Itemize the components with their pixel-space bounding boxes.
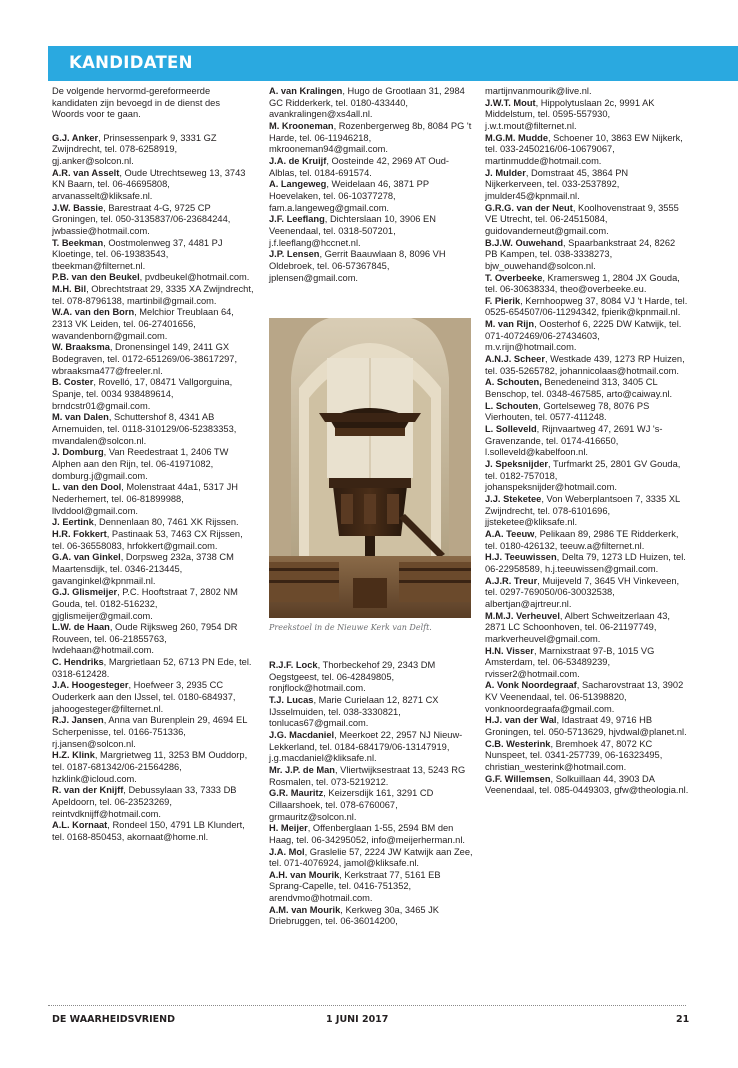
candidate-details: , Marie Curielaan 12, 8271 CX IJsselmuiden, tel. 038-3330821, tonlucas67@gmail.com. (269, 694, 439, 729)
candidate-name: J. Domburg (52, 447, 104, 458)
candidate-entry (485, 715, 690, 738)
candidate-entry (52, 342, 254, 377)
candidate-name: W. Braaksma (52, 342, 110, 353)
candidate-entry (485, 739, 690, 774)
candidate-entry (52, 715, 254, 750)
candidate-entry (269, 765, 474, 788)
candidate-details: , Idastraat 49, 9716 HB Groningen, tel. 050-5713629, hjvdwal@planet.nl. (485, 715, 687, 738)
candidate-name: A.R. van Asselt (52, 167, 120, 178)
candidate-name: C.B. Westerink (485, 738, 551, 749)
candidate-details: , Sacharovstraat 13, 3902 KV Veenendaal, tel. 06-51398820, vonknoordegraafa@gmail.com. (485, 680, 684, 714)
candidate-name: A.H. van Mourik (269, 869, 340, 880)
candidate-name: A. van Kralingen (269, 86, 343, 96)
candidate-entry (52, 133, 254, 168)
column-2 (269, 86, 474, 284)
candidate-entry (52, 307, 254, 342)
candidate-name: T. Overbeeke (485, 272, 543, 283)
candidate-entry (485, 86, 690, 98)
candidate-name: M. van Dalen (52, 412, 109, 423)
candidate-entry (269, 86, 474, 121)
candidate-name: Mr. J.P. de Man (269, 764, 335, 775)
candidate-entry (485, 401, 690, 424)
candidate-name: G.R. Mauritz (269, 788, 324, 799)
candidate-name: J.A. Mol (269, 846, 305, 857)
candidate-details: , Melchior Treublaan 64, 2313 VK Leiden, tel. 06-27401656, wavandenborn@gmail.com. (52, 307, 234, 341)
candidate-details: , Schuttershof 8, 4341 AB Arnemuiden, tel. 0118-310129/06-52383353, mvandalen@solcon.nl. (52, 412, 237, 446)
candidate-details: , pvdbeukel@hotmail.com. (139, 272, 250, 283)
candidate-name: G.F. Willemsen (485, 773, 551, 784)
candidate-details: , Debussylaan 33, 7333 DB Apeldoorn, tel. 06-23523269, reintvdknijff@hotmail.com. (52, 785, 237, 819)
candidate-entry (485, 552, 690, 575)
candidate-details: , Vliertwijksestraat 13, 5243 RG Rosmalen, tel. 073-5219212. (269, 764, 466, 787)
candidate-details: , Gortelseweg 78, 8076 PS Vierhouten, tel. 0577-411248. (485, 400, 650, 423)
candidate-details: , Barestraat 4-G, 9725 CP Groningen, tel. 050-3135837/06-23684244, jwbassie@hotmail.com. (52, 202, 231, 236)
candidate-details: , Turfmarkt 25, 2801 GV Gouda, tel. 0182-757018, johanspeksnijder@hotmail.com. (485, 459, 681, 493)
candidate-entry (269, 249, 474, 284)
candidate-name: J.W. Bassie (52, 202, 104, 213)
candidate-details: , Spaarbankstraat 24, 8262 PB Kampen, tel. 038-3338273, bjw_ouwehand@solcon.nl. (485, 237, 676, 271)
candidate-details: , Domstraat 45, 3864 PN Nijkerkerveen, tel. 033-2537892, jmulder45@kpnmail.nl. (485, 167, 629, 201)
candidate-details: , Rovelló, 17, 08471 Vallgorguina, Spanje, tel. 0034 938489614, brndcstr01@gmail.com. (52, 377, 233, 411)
candidate-name: G.R.G. van der Neut (485, 202, 573, 213)
candidate-name: R. van der Knijff (52, 785, 124, 796)
candidate-list-2 (269, 86, 474, 284)
candidate-entry (52, 750, 254, 785)
candidate-entry (485, 203, 690, 238)
candidate-details: martijnvanmourik@live.nl. (485, 86, 592, 96)
candidate-entry (52, 482, 254, 517)
candidate-entry (52, 552, 254, 587)
candidate-entry (52, 680, 254, 715)
candidate-name: A. Langeweg (269, 179, 327, 190)
photo-caption: Preekstoel in de Nieuwe Kerk van Delft. (269, 623, 432, 632)
candidate-name: W.A. van den Born (52, 307, 135, 318)
candidate-name: H. Meijer (269, 823, 308, 834)
candidate-name: J. Eertink (52, 517, 94, 528)
candidate-name: L. Solleveld (485, 424, 537, 435)
candidate-details: , Meerkoet 22, 2957 NJ Nieuw-Lekkerland, tel. 0184-684179/06-13147919, j.g.macdaniel@kliksafe.nl. (269, 729, 463, 764)
candidate-name: A.M. van Mourik (269, 904, 341, 915)
column-1 (52, 86, 254, 844)
candidate-name: J.G. Macdaniel (269, 729, 335, 740)
candidate-details: , Pastinaak 53, 7463 CX Rijssen, tel. 06-36558083, hrfokkert@gmail.com. (52, 528, 243, 551)
candidate-entry (52, 447, 254, 482)
candidate-details: , Hoefweer 3, 2935 CC Ouderkerk aan den IJssel, tel. 0180-684937, jahoogesteger@filternet.nl. (52, 680, 236, 714)
candidate-details: , Albert Schweitzerlaan 43, 2871 LC Schoonhoven, tel. 06-21197749, markverheuvel@gmail.com. (485, 610, 670, 644)
candidate-name: B.J.W. Ouwehand (485, 237, 563, 248)
candidate-name: R.J. Jansen (52, 715, 104, 726)
candidate-list-2b (269, 660, 474, 928)
candidate-entry (485, 494, 690, 529)
candidate-entry (52, 238, 254, 273)
section-title: KANDIDATEN (69, 53, 193, 72)
candidate-name: A.A. Teeuw (485, 528, 535, 539)
candidate-entry (485, 646, 690, 681)
candidate-entry (269, 870, 474, 905)
candidate-details: , Obrechtstraat 29, 3335 XA Zwijndrecht, tel. 078-8796138, martinbil@gmail.com. (52, 284, 254, 306)
column-3 (485, 86, 690, 797)
candidate-entry (485, 611, 690, 646)
candidate-name: J.P. Lensen (269, 249, 320, 260)
candidate-name: A. Vonk Noordegraaf (485, 680, 577, 691)
footer-page-number: 21 (676, 1014, 690, 1025)
candidate-details: , Graslelie 57, 2224 JW Katwijk aan Zee, tel. 071-4076924, jamol@kliksafe.nl. (269, 846, 473, 869)
candidate-name: A. Schouten, (485, 377, 542, 388)
candidate-name: P.B. van den Beukel (52, 272, 140, 283)
candidate-entry (52, 529, 254, 552)
candidate-name: A.L. Kornaat (52, 820, 108, 831)
candidate-name: J.A. de Kruijf (269, 155, 327, 166)
candidate-details: , Kerkweg 30a, 3465 JK Driebruggen, tel. 06-36014200, (269, 904, 440, 927)
candidate-details: , Weidelaan 46, 3871 PP Hoevelaken, tel. 06-10377278, fam.a.langeweg@gmail.com. (269, 179, 429, 213)
candidate-entry (269, 823, 474, 846)
candidate-entry (269, 179, 474, 214)
candidate-details: , Solkuillaan 44, 3903 DA Veenendaal, tel. 085-0449303, gfw@theologia.nl. (485, 773, 689, 796)
candidate-entry (485, 238, 690, 273)
candidate-entry (269, 695, 474, 730)
candidate-entry (485, 296, 690, 319)
footer-date: 1 JUNI 2017 (326, 1014, 389, 1025)
candidate-entry (52, 820, 254, 843)
candidate-entry (52, 272, 254, 284)
candidate-entry (52, 168, 254, 203)
candidate-name: C. Hendriks (52, 657, 104, 668)
candidate-details: , Rozenbergerweg 8b, 8084 PG 't Harde, tel. 06-11946218, mkrooneman94@gmail.com. (269, 120, 472, 155)
candidate-name: A.J.R. Treur (485, 575, 538, 586)
candidate-entry (52, 517, 254, 529)
candidate-list-1 (52, 133, 254, 844)
candidate-entry (485, 424, 690, 459)
candidate-details: , Schoener 10, 3863 EW Nijkerk, tel. 033-2450216/06-10679067, martinmudde@hotmail.com. (485, 132, 683, 166)
candidate-name: L.W. de Haan (52, 622, 110, 633)
candidate-name: F. Pierik (485, 295, 521, 306)
candidate-entry (269, 905, 474, 928)
candidate-details: , Oude Utrechtseweg 13, 3743 KN Baarn, tel. 06-46695808, arvanasselt@kliksafe.nl. (52, 167, 246, 201)
candidate-name: R.J.F. Lock (269, 660, 318, 670)
candidate-entry (485, 133, 690, 168)
candidate-entry (269, 660, 474, 695)
candidate-name: J.F. Leeflang (269, 214, 325, 225)
intro-text: De volgende hervormd-gereformeerde kandidaten zijn bevoegd in de dienst des Woords voor te gaan. (52, 86, 220, 120)
candidate-name: M.M.J. Verheuvel (485, 610, 560, 621)
candidate-entry (485, 529, 690, 552)
candidate-name: J. Speksnijder (485, 459, 549, 469)
candidate-name: J.J. Steketee (485, 493, 542, 504)
candidate-name: B. Coster (52, 377, 94, 388)
candidate-details: , Thorbeckehof 29, 2343 DM Oegstgeest, tel. 06-42849805, ronjflock@hotmail.com. (269, 660, 436, 694)
candidate-details: Benedeneind 313, 3405 CL Benschop, tel. 0348-467585, arto@caiway.nl. (485, 377, 673, 400)
candidate-entry (52, 657, 254, 680)
candidate-name: L. Schouten (485, 400, 539, 411)
column-2-lower (269, 660, 474, 928)
candidate-details: , Von Weberplantsoen 7, 3335 XL Zwijndrecht, tel. 078-6101696, jjsteketee@kliksafe.nl. (485, 493, 680, 528)
candidate-name: G.J. Anker (52, 132, 99, 143)
candidate-name: M.G.M. Mudde (485, 132, 549, 143)
candidate-entry (52, 203, 254, 238)
candidate-entry (52, 785, 254, 820)
candidate-details: , Dennenlaan 80, 7461 XK Rijssen. (93, 517, 239, 528)
candidate-details: , Margrietlaan 52, 6713 PN Ede, tel. 0318-612428. (52, 657, 252, 679)
candidate-entry (52, 412, 254, 447)
section-header-bar (48, 46, 738, 81)
candidate-entry (52, 284, 254, 307)
candidate-details: , Offenberglaan 1-55, 2594 BM den Haag, tel. 06-34295052, info@meijerherman.nl. (269, 823, 466, 845)
candidate-details: , Bremhoek 47, 8072 KC Nunspeet, tel. 0341-257739, 06-16323495, christian_westerink@hotmail.com. (485, 738, 663, 773)
candidate-name: G.A. van Ginkel (52, 552, 121, 563)
candidate-name: H.J. van der Wal (485, 715, 557, 726)
candidate-details: , Kernhoopweg 37, 8084 VJ 't Harde, tel. 0525-654507/06-11294342, fpierik@kpnmail.nl. (485, 295, 688, 318)
candidate-name: H.N. Visser (485, 645, 534, 656)
candidate-name: M. van Rijn (485, 319, 535, 330)
candidate-entry (52, 377, 254, 412)
candidate-details: , Hippolytuslaan 2c, 9991 AK Middelstum, tel. 0595-557930, j.w.t.mout@filternet.nl. (485, 97, 655, 131)
candidate-name: J.A. Hoogesteger (52, 680, 129, 691)
candidate-details: , Oosteinde 42, 2969 AT Oud-Alblas, tel. 0184-691574. (269, 155, 450, 178)
candidate-details: , Oosterhof 6, 2225 DW Katwijk, tel. 071-4072469/06-27434603, m.v.rijn@hotmail.com. (485, 319, 682, 353)
candidate-entry (485, 576, 690, 611)
candidate-details: , Molenstraat 44a1, 5317 JH Nederhemert, tel. 06-81899988, llvddool@gmail.com. (52, 482, 239, 516)
candidate-name: J. Mulder (485, 167, 526, 178)
candidate-details: , Anna van Burenplein 29, 4694 EL Scherpenisse, tel. 0166-751336, rj.jansen@solcon.nl. (52, 715, 248, 749)
candidate-details: , Muijeveld 7, 3645 VH Vinkeveen, tel. 0297-769050/06-30032538, albertjan@ajrtreur.nl. (485, 575, 680, 609)
candidate-entry (269, 847, 474, 870)
candidate-details: , Marnixstraat 97-B, 1015 VG Amsterdam, tel. 06-53489239, rvisser2@hotmail.com. (485, 645, 655, 679)
candidate-details: , Oostmolenweg 37, 4481 PJ Kloetinge, tel. 06-19383543, tbeekman@filternet.nl. (52, 237, 223, 271)
candidate-entry (485, 680, 690, 715)
candidate-details: , Westkade 439, 1273 RP Huizen, tel. 035-5265782, johannicolaas@hotmail.com. (485, 354, 685, 376)
candidate-entry (52, 587, 254, 622)
candidate-name: L. van den Dool (52, 482, 122, 493)
candidate-details: , Kerkstraat 77, 5161 EB Sprang-Capelle, tel. 0416-751352, arendvmo@hotmail.com. (269, 869, 441, 904)
candidate-entry (269, 156, 474, 179)
candidate-list-3 (485, 86, 690, 797)
candidate-details: , Kramersweg 1, 2804 JX Gouda, tel. 06-30638334, theo@overbeeke.eu. (485, 272, 680, 295)
candidate-entry (485, 98, 690, 133)
candidate-entry (485, 377, 690, 400)
candidate-details: , Keizersdijk 161, 3291 CD Cillaarshoek, tel. 078-6760067, grmauritz@solcon.nl. (269, 788, 434, 822)
candidate-details: , Gerrit Baauwlaan 8, 8096 VH Oldebroek, tel. 06-57367845, jplensen@gmail.com. (269, 249, 446, 283)
candidate-details: , Rijnvaartweg 47, 2691 WJ 's-Gravenzande, tel. 0174-416650, l.solleveld@kabelfoon.nl. (485, 424, 663, 458)
candidate-details: , Van Reedestraat 1, 2406 TW Alphen aan den Rijn, tel. 06-41971082, domburg.j@gmail.com. (52, 447, 229, 481)
footer-divider (48, 1005, 686, 1006)
candidate-entry (269, 121, 474, 156)
candidate-entry (485, 168, 690, 203)
candidate-entry (485, 354, 690, 377)
candidate-details: , Oude Rijksweg 260, 7954 DR Rouveen, tel. 06-21855763, lwdehaan@hotmail.com. (52, 622, 238, 656)
candidate-entry (52, 622, 254, 657)
candidate-entry (269, 788, 474, 823)
candidate-name: M.H. Bil (52, 284, 87, 295)
candidate-details: , P.C. Hooftstraat 7, 2802 NM Gouda, tel. 0182-516232, gjglismeijer@gmail.com. (52, 587, 238, 621)
candidate-details: , Hugo de Grootlaan 31, 2984 GC Ridderkerk, tel. 0180-433440, avankralingen@xs4all.nl. (269, 86, 465, 120)
candidate-name: H.R. Fokkert (52, 528, 107, 539)
candidate-details: , Prinsessenpark 9, 3331 GZ Zwijndrecht, tel. 078-6258919, gj.anker@solcon.nl. (52, 132, 217, 166)
candidate-details: , Dichterslaan 10, 3906 EN Veenendaal, tel. 0318-507201, j.f.leeflang@hccnet.nl. (269, 214, 436, 248)
candidate-entry (485, 319, 690, 354)
candidate-name: T.J. Lucas (269, 694, 314, 705)
pulpit-photo (269, 318, 471, 618)
candidate-details: , Delta 79, 1273 LD Huizen, tel. 06-22958589, h.j.teeuwissen@gmail.com. (485, 552, 686, 574)
candidate-name: M. Krooneman (269, 120, 334, 131)
candidate-name: H.J. Teeuwissen (485, 552, 557, 563)
candidate-details: , Margrietweg 11, 3253 BM Ouddorp, tel. 0187-681342/06-21564286, hzklink@icloud.com. (52, 750, 248, 784)
candidate-name: G.J. Glismeijer (52, 587, 118, 598)
candidate-details: , Rondeel 150, 4791 LB Klundert, tel. 0168-850453, akornaat@home.nl. (52, 820, 245, 842)
candidate-entry (485, 774, 690, 797)
candidate-entry (485, 459, 690, 494)
candidate-details: , Dronensingel 149, 2411 GX Bodegraven, tel. 0172-651269/06-38617297, wbraaksma477@freeler.nl. (52, 342, 238, 376)
candidate-details: , Koolhovenstraat 9, 3555 VE Utrecht, tel. 06-24515084, guidovanderneut@gmail.com. (485, 202, 679, 236)
candidate-name: T. Beekman (52, 237, 104, 248)
candidate-entry (269, 730, 474, 765)
candidate-name: J.W.T. Mout (485, 97, 536, 108)
candidate-entry (269, 214, 474, 249)
footer-magazine: DE WAARHEIDSVRIEND (52, 1014, 175, 1025)
candidate-details: , Dorpsweg 232a, 3738 CM Maartensdijk, tel. 0346-213445, gavanginkel@kpnmail.nl. (52, 552, 234, 586)
candidate-entry (485, 273, 690, 296)
candidate-name: H.Z. Klink (52, 750, 95, 761)
candidate-name: A.N.J. Scheer (485, 354, 545, 365)
candidate-details: , Pelikaan 89, 2986 TE Ridderkerk, tel. 0180-426132, teeuw.a@filternet.nl. (485, 528, 679, 551)
